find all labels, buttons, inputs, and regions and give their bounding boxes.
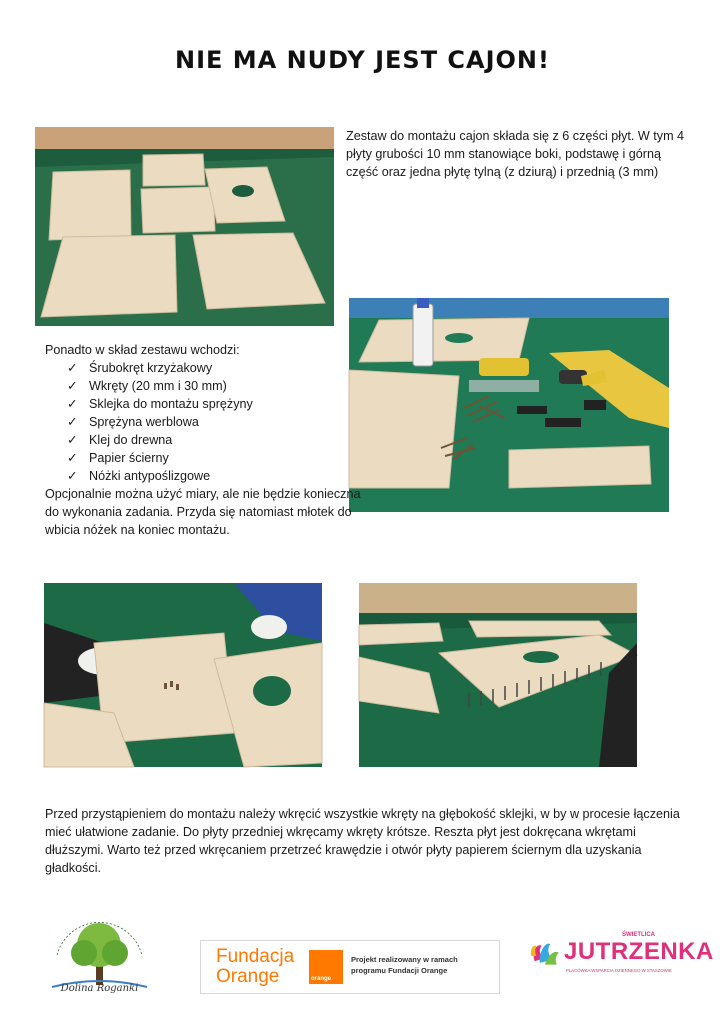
orange-name-line2: Orange xyxy=(216,966,280,987)
checkmark-icon: ✓ xyxy=(67,397,78,411)
jutrzenka-name: JUTRZENKA xyxy=(564,938,714,965)
project-line1: Projekt realizowany w ramach xyxy=(351,955,458,964)
kit-section xyxy=(45,341,365,485)
project-line2: programu Fundacji Orange xyxy=(351,966,448,975)
page-title: NIE MA NUDY JEST CAJON! xyxy=(175,46,550,74)
photo-screwing-hands xyxy=(44,583,322,767)
logo-fundacja-orange xyxy=(200,940,500,994)
orange-badge-label: orange xyxy=(311,976,332,982)
optional-note: Opcjonalnie można użyć miary, ale nie będzie konieczna do wykonania zadania. Przyda się natomiast młotek do wbicia nóżek na koniec montażu. xyxy=(45,487,361,537)
logo-dolina-roganki xyxy=(42,905,157,1002)
list-item-label: Śrubokręt krzyżakowy xyxy=(89,361,213,375)
list-item xyxy=(45,395,365,413)
list-item-label: Sklejka do montażu sprężyny xyxy=(89,397,253,411)
checkmark-icon: ✓ xyxy=(67,451,78,465)
list-item-label: Wkręty (20 mm i 30 mm) xyxy=(89,379,227,393)
list-item-label: Papier ścierny xyxy=(89,451,169,465)
list-item-label: Klej do drewna xyxy=(89,433,173,447)
jutrzenka-sub: PLACÓWKA WSPARCIA DZIENNEGO W STASZOWIE xyxy=(566,968,672,973)
orange-badge xyxy=(309,950,343,984)
logo-swietlica-jutrzenka xyxy=(528,930,714,980)
checkmark-icon: ✓ xyxy=(67,379,78,393)
kit-intro: Ponadto w skład zestawu wchodzi: xyxy=(45,343,240,357)
photo-kit-components xyxy=(349,298,669,512)
logo-left-text: Dolina Roganki xyxy=(60,983,139,994)
photo-panel-with-screws xyxy=(359,583,637,767)
photo-plywood-panels xyxy=(35,127,334,326)
orange-name-line1: Fundacja xyxy=(216,946,295,967)
list-item xyxy=(45,377,365,395)
list-item-label: Nóżki antypoślizgowe xyxy=(89,469,211,483)
checkmark-icon: ✓ xyxy=(67,469,78,483)
list-item-label: Sprężyna werblowa xyxy=(89,415,199,429)
list-item xyxy=(45,449,365,467)
assembly-paragraph: Przed przystąpieniem do montażu należy wkręcić wszystkie wkręty na głębokość sklejki, w by w procesie łączenia mieć ułatwione zadanie. Do płyty przedniej wkręcamy wkręty krótsze. Reszta płyt jest dokręcana wkrętami dłuższymi. Warto też przed wkręcaniem przetrzeć krawędzie i otwór płyty papierem ściernym dla uzyskania gładkości. xyxy=(45,807,680,875)
kit-list xyxy=(45,359,365,485)
checkmark-icon: ✓ xyxy=(67,415,78,429)
list-item xyxy=(45,467,365,485)
list-item xyxy=(45,431,365,449)
jutrzenka-top: ŚWIETLICA xyxy=(622,932,655,938)
intro-paragraph: Zestaw do montażu cajon składa się z 6 części płyt. W tym 4 płyty grubości 10 mm stanowiące boki, podstawę i górną część oraz jedna płytę tylną (z dziurą) i przednią (3 mm) xyxy=(346,129,685,179)
list-item xyxy=(45,359,365,377)
checkmark-icon: ✓ xyxy=(67,361,78,375)
list-item xyxy=(45,413,365,431)
checkmark-icon: ✓ xyxy=(67,433,78,447)
